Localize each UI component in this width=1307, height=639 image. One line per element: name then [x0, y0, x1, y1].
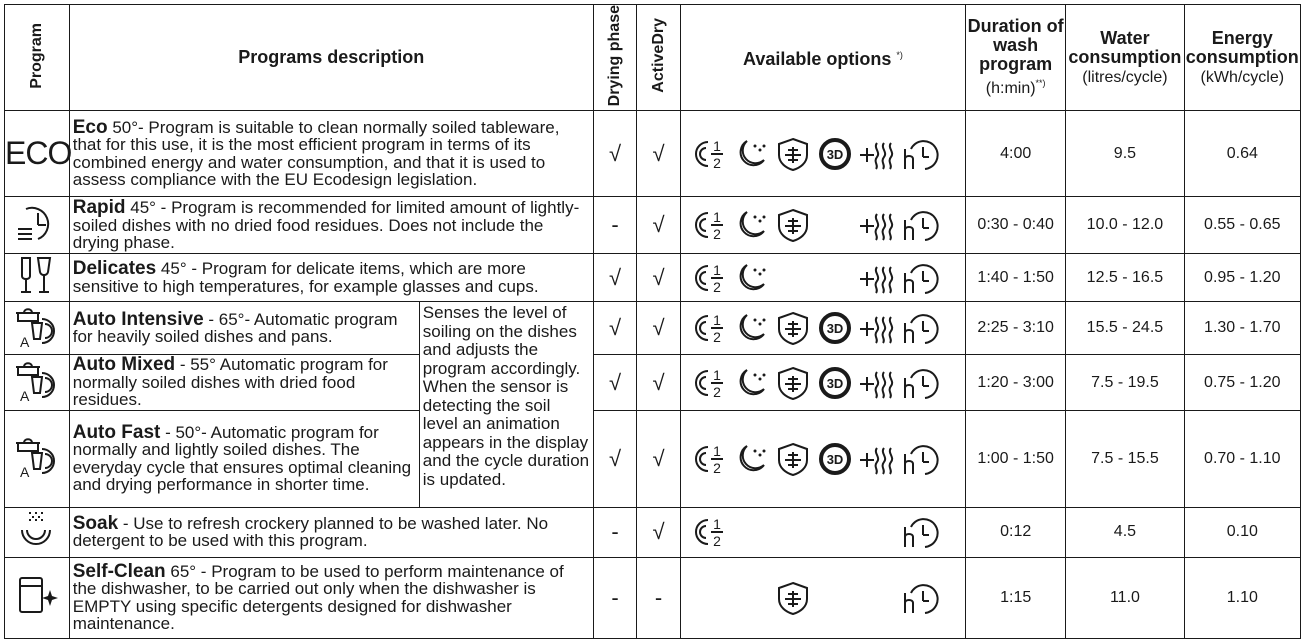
- activedry-value: -: [637, 557, 681, 638]
- option-empty: [773, 259, 815, 297]
- svg-text:3D: 3D: [826, 375, 844, 391]
- svg-text:1: 1: [712, 442, 721, 459]
- svg-text:1: 1: [712, 261, 721, 278]
- hygiene-icon: [773, 309, 815, 347]
- extra-dry-icon: [857, 259, 899, 297]
- drying-phase-value: √: [593, 302, 637, 355]
- water-value: 4.5: [1066, 507, 1184, 557]
- available-options: [680, 557, 965, 638]
- header-duration: Duration of wash program (h:min)**): [966, 5, 1066, 111]
- drying-phase-value: √: [593, 410, 637, 507]
- extra-dry-icon: [857, 206, 899, 244]
- extra-dry-icon: [857, 440, 899, 478]
- program-icon-auto: [5, 302, 70, 355]
- hygiene-icon: [773, 206, 815, 244]
- program-icon-auto: [5, 410, 70, 507]
- program-description: Self-Clean 65° - Program to be used to perform maintenance of the dishwasher, to be carried out only when the dishwasher is EMPTY using specific detergents designed for dishwasher maintenance.: [69, 557, 593, 638]
- clean3d-icon: [815, 135, 857, 173]
- duration-value: 1:00 - 1:50: [966, 410, 1066, 507]
- svg-text:1: 1: [712, 209, 721, 226]
- table-row: [5, 410, 1301, 507]
- program-description: Eco 50°- Program is suitable to clean normally soiled tableware, that for this use, it is the most efficient program in terms of its combined energy and water consumption, and that it is used to assess compliance with the EU Ecodesign legislation.: [69, 111, 593, 197]
- duration-value: 1:15: [966, 557, 1066, 638]
- header-water: Water consumption (litres/cycle): [1066, 5, 1184, 111]
- option-empty: [815, 579, 857, 617]
- table-row: [5, 111, 1301, 197]
- delay-icon: [731, 135, 773, 173]
- available-options: [680, 254, 965, 302]
- activedry-value: √: [637, 410, 681, 507]
- half-load-icon: [689, 309, 731, 347]
- svg-text:2: 2: [712, 278, 721, 295]
- svg-text:1: 1: [712, 137, 721, 154]
- hygiene-icon: [773, 135, 815, 173]
- hygiene-icon: [773, 440, 815, 478]
- available-options: [680, 197, 965, 254]
- table-row: [5, 355, 1301, 411]
- delay-icon: [731, 364, 773, 402]
- program-description: Auto Fast - 50°- Automatic program for normally and lightly soiled dishes. The everyday cycle that ensures optimal cleaning and drying performance in shorter time.: [69, 410, 419, 507]
- available-options: [680, 111, 965, 197]
- activedry-value: √: [637, 302, 681, 355]
- option-empty: [815, 259, 857, 297]
- water-value: 7.5 - 15.5: [1066, 410, 1184, 507]
- program-description: Auto Mixed - 55° Automatic program for normally soiled dishes with dried food residues.: [69, 355, 419, 411]
- energy-value: 1.30 - 1.70: [1184, 302, 1300, 355]
- option-empty: [815, 206, 857, 244]
- svg-text:A: A: [19, 388, 30, 404]
- half-load-icon: [689, 259, 731, 297]
- duration-value: 1:20 - 3:00: [966, 355, 1066, 411]
- water-value: 12.5 - 16.5: [1066, 254, 1184, 302]
- delay-icon: [731, 206, 773, 244]
- duration-value: 0:30 - 0:40: [966, 197, 1066, 254]
- available-options: [680, 410, 965, 507]
- activedry-value: √: [637, 254, 681, 302]
- svg-text:2: 2: [712, 154, 721, 171]
- svg-text:2: 2: [712, 533, 721, 550]
- svg-text:2: 2: [712, 383, 721, 400]
- option-empty: [773, 513, 815, 551]
- hygiene-icon: [773, 364, 815, 402]
- delay-icon: [731, 309, 773, 347]
- table-row: [5, 302, 1301, 355]
- drying-phase-value: √: [593, 254, 637, 302]
- activedry-value: √: [637, 507, 681, 557]
- water-value: 15.5 - 24.5: [1066, 302, 1184, 355]
- program-description: Rapid 45° - Program is recommended for limited amount of lightly-soiled dishes with no dried food residues. Does not include the drying phase.: [69, 197, 593, 254]
- program-description: Soak - Use to refresh crockery planned to be washed later. No detergent to be used with this program.: [69, 507, 593, 557]
- h-dry-icon: [899, 440, 941, 478]
- drying-phase-value: -: [593, 197, 637, 254]
- drying-phase-value: -: [593, 507, 637, 557]
- program-icon-auto: [5, 355, 70, 411]
- h-dry-icon: [899, 513, 941, 551]
- svg-text:A: A: [19, 464, 30, 480]
- duration-value: 1:40 - 1:50: [966, 254, 1066, 302]
- option-empty: [731, 513, 773, 551]
- hygiene-icon: [773, 579, 815, 617]
- program-description: Auto Intensive - 65°- Automatic program for heavily soiled dishes and pans.: [69, 302, 419, 355]
- water-value: 10.0 - 12.0: [1066, 197, 1184, 254]
- svg-text:A: A: [19, 333, 30, 349]
- svg-text:2: 2: [712, 459, 721, 476]
- svg-text:1: 1: [712, 516, 721, 533]
- available-options: [680, 355, 965, 411]
- drying-phase-value: √: [593, 111, 637, 197]
- header-energy: Energy consumption (kWh/cycle): [1184, 5, 1300, 111]
- energy-value: 0.75 - 1.20: [1184, 355, 1300, 411]
- svg-text:3D: 3D: [826, 146, 844, 162]
- extra-dry-icon: [857, 135, 899, 173]
- svg-text:2: 2: [712, 329, 721, 346]
- program-description: Delicates 45° - Program for delicate items, which are more sensitive to high temperatures, for example glasses and cups.: [69, 254, 593, 302]
- sensor-description: Senses the level of soiling on the dishes and adjusts the program accordingly. When the sensor is detecting the soil level an animation appears in the display and the cycle duration is updated.: [419, 302, 593, 508]
- header-program: Program: [5, 5, 70, 111]
- program-icon-glasses: [5, 254, 70, 302]
- option-empty: [857, 513, 899, 551]
- header-activedry: ActiveDry: [637, 5, 681, 111]
- option-empty: [731, 579, 773, 617]
- activedry-value: √: [637, 197, 681, 254]
- delay-icon: [731, 259, 773, 297]
- h-dry-icon: [899, 135, 941, 173]
- duration-value: 4:00: [966, 111, 1066, 197]
- header-options: Available options *): [680, 5, 965, 111]
- energy-value: 0.55 - 0.65: [1184, 197, 1300, 254]
- clean3d-icon: [815, 364, 857, 402]
- table-row: [5, 557, 1301, 638]
- extra-dry-icon: [857, 364, 899, 402]
- half-load-icon: [689, 206, 731, 244]
- energy-value: 0.64: [1184, 111, 1300, 197]
- drying-phase-value: -: [593, 557, 637, 638]
- water-value: 9.5: [1066, 111, 1184, 197]
- energy-value: 0.10: [1184, 507, 1300, 557]
- svg-text:3D: 3D: [826, 321, 844, 337]
- program-icon-rapid: [5, 197, 70, 254]
- h-dry-icon: [899, 206, 941, 244]
- clean3d-icon: [815, 309, 857, 347]
- program-icon-soak: [5, 507, 70, 557]
- option-empty: [857, 579, 899, 617]
- programs-table: [4, 4, 1301, 639]
- half-load-icon: [689, 364, 731, 402]
- table-row: [5, 507, 1301, 557]
- half-load-icon: [689, 135, 731, 173]
- header-row: [5, 5, 1301, 111]
- h-dry-icon: [899, 309, 941, 347]
- duration-value: 0:12: [966, 507, 1066, 557]
- header-description: Programs description: [69, 5, 593, 111]
- option-empty: [815, 513, 857, 551]
- activedry-value: √: [637, 355, 681, 411]
- half-load-icon: [689, 513, 731, 551]
- program-icon-eco: ECO: [5, 111, 70, 197]
- energy-value: 1.10: [1184, 557, 1300, 638]
- program-icon-selfclean: [5, 557, 70, 638]
- energy-value: 0.70 - 1.10: [1184, 410, 1300, 507]
- h-dry-icon: [899, 364, 941, 402]
- svg-text:1: 1: [712, 312, 721, 329]
- h-dry-icon: [899, 259, 941, 297]
- h-dry-icon: [899, 579, 941, 617]
- half-load-icon: [689, 440, 731, 478]
- table-row: [5, 197, 1301, 254]
- svg-text:1: 1: [712, 366, 721, 383]
- activedry-value: √: [637, 111, 681, 197]
- energy-value: 0.95 - 1.20: [1184, 254, 1300, 302]
- extra-dry-icon: [857, 309, 899, 347]
- table-row: [5, 254, 1301, 302]
- option-empty: [689, 579, 731, 617]
- available-options: [680, 302, 965, 355]
- drying-phase-value: √: [593, 355, 637, 411]
- header-drying: Drying phase: [593, 5, 637, 111]
- duration-value: 2:25 - 3:10: [966, 302, 1066, 355]
- clean3d-icon: [815, 440, 857, 478]
- delay-icon: [731, 440, 773, 478]
- available-options: [680, 507, 965, 557]
- svg-text:2: 2: [712, 226, 721, 243]
- svg-text:3D: 3D: [826, 451, 844, 467]
- water-value: 7.5 - 19.5: [1066, 355, 1184, 411]
- water-value: 11.0: [1066, 557, 1184, 638]
